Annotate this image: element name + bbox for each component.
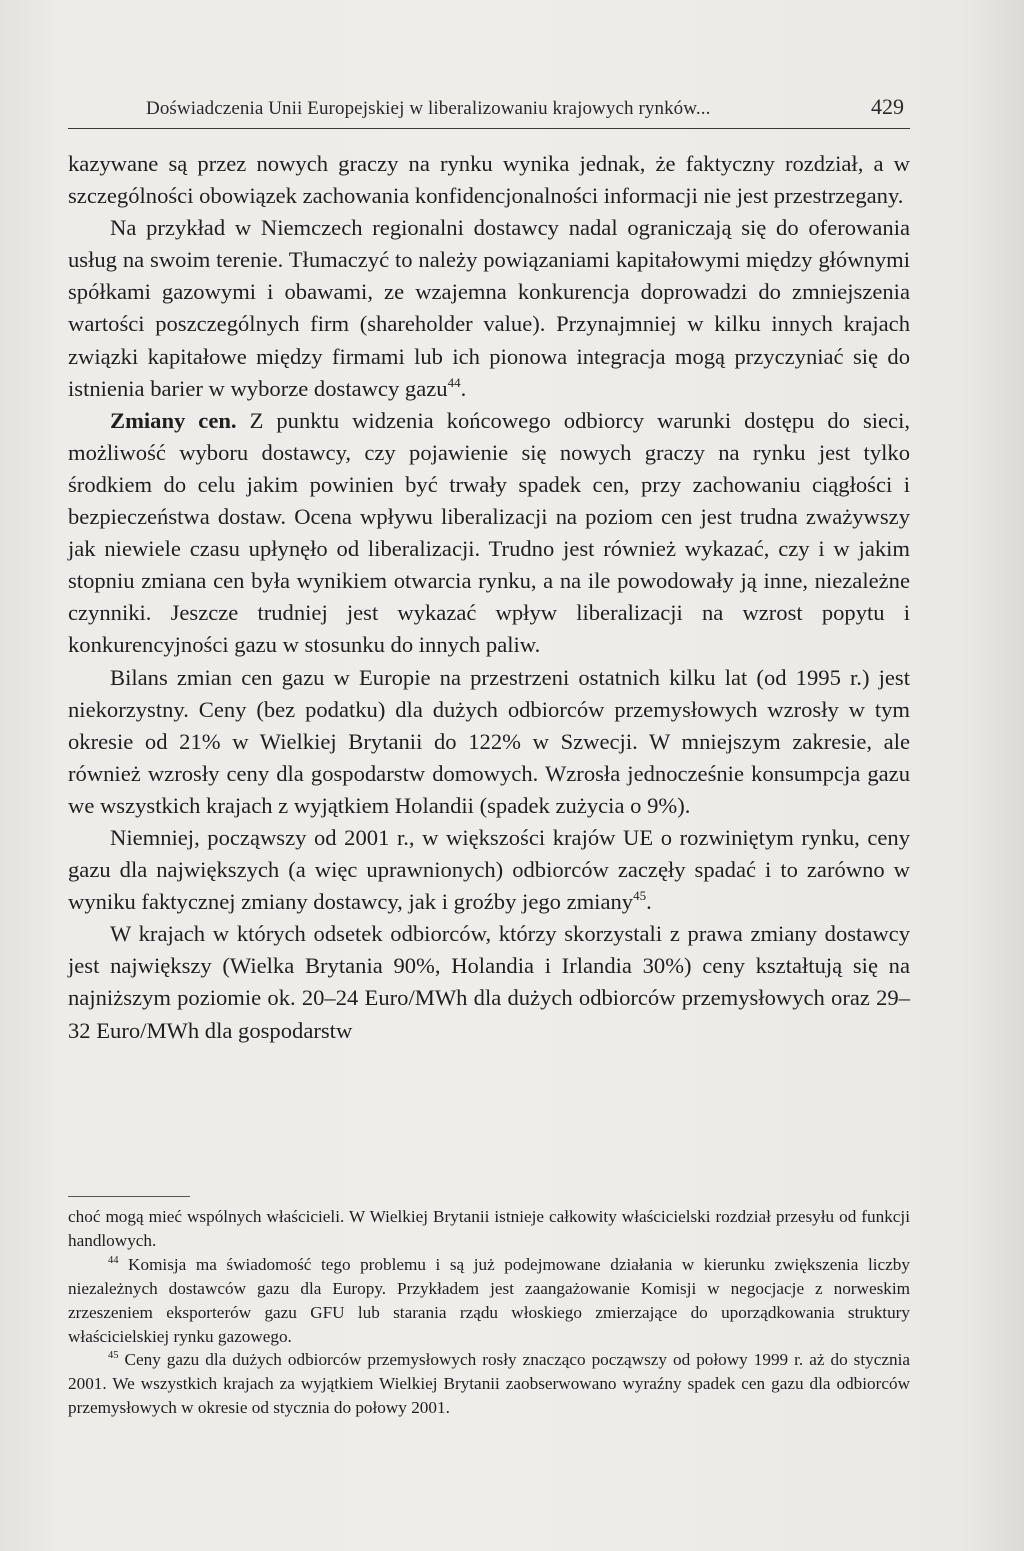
footnote-number: 44 <box>108 1254 119 1266</box>
page-header <box>68 92 910 129</box>
page-number: 429 <box>871 94 904 119</box>
footnote-ref-44[interactable]: 44 <box>447 374 461 390</box>
footnote-divider <box>68 1196 190 1197</box>
paragraph: W krajach w których odsetek odbiorców, którzy skorzystali z prawa zmiany dostawcy jest największy (Wielka Brytania 90%, Holandia i Irlandia 30%) ceny kształtują się na najniższym poziomie ok. 20–24 Euro/MWh dla dużych odbiorców przemysłowych oraz 29–32 Euro/MWh dla gospodarstw <box>68 921 910 1043</box>
paragraph-continued: kazywane są przez nowych graczy na rynku wynika jednak, że faktyczny rozdział, a w szczególności obowiązek zachowania konfidencjonalności informacji nie jest przestrzegany. <box>68 151 910 209</box>
paragraph: Bilans zmian cen gazu w Europie na przestrzeni ostatnich kilku lat (od 1995 r.) jest niekorzystny. Ceny (bez podatku) dla dużych odbiorców przemysłowych wzrosły w tym okresie od 21% w Wielkiej Brytanii do 122% w Szwecji. W mniejszym zakresie, ale również wzrosły ceny dla gospodarstw domowych. Wzrosła jednocześnie konsumpcja gazu we wszystkich krajach z wyjątkiem Holandii (spadek zużycia o 9%). <box>68 664 910 818</box>
running-title: Doświadczenia Unii Europejskiej w liberalizowaniu krajowych rynków... <box>146 98 711 119</box>
footnote-44: $^{44}$ Komisja ma świadomość tego problemu i są już podejmowane działania w kierunku zwiększenia liczby niezależnych dostawców gazu dla Europy. Przykładem jest zaangażowanie Komisji w negocjacje z norweskim zrzeszeniem eksporterów gazu GFU lub starania rządu włoskiego zmierzające do uporządkowania struktury właścicielskiej rynku gazowego. <box>68 1254 910 1346</box>
paragraph: Zmiany cen. Z punktu widzenia końcowego odbiorcy warunki dostępu do sieci, możliwość wyboru dostawcy, czy pojawienie się nowych graczy na rynku jest tylko środkiem do celu jakim powinien być trwały spadek cen, przy zachowaniu ciągłości i bezpieczeństwa dostaw. Ocena wpływu liberalizacji na poziom cen jest trudna zważywszy jak niewiele czasu upłynęło od liberalizacji. Trudno jest również wykazać, czy i w jakim stopniu zmiana cen była wynikiem otwarcia rynku, a na ile powodowały ją inne, niezależne czynniki. Jeszcze trudniej jest wykazać wpływ liberalizacji na wzrost popytu i konkurencyjności gazu w stosunku do innych paliw. <box>68 407 911 658</box>
section-run-in-heading: Zmiany cen. <box>110 407 237 433</box>
footnote-continued: choć mogą mieć wspólnych właścicieli. W Wielkiej Brytanii istnieje całkowity właścicielski rozdział przesyłu od funkcji handlowych. <box>68 1207 910 1250</box>
main-text <box>68 148 910 1047</box>
footnote-ref-45[interactable]: 45 <box>633 888 647 904</box>
footnotes <box>68 1205 910 1420</box>
footnote-number: 45 <box>108 1350 119 1362</box>
paragraph: Niemniej, począwszy od 2001 r., w większości krajów UE o rozwiniętym rynku, ceny gazu dla największych (a więc uprawnionych) odbiorców zaczęły spadać i to zarówno w wyniku faktycznej zmiany dostawcy, jak i groźby jego zmiany$^{45}$. <box>68 824 910 915</box>
footnote-45: $^{45}$ Ceny gazu dla dużych odbiorców przemysłowych rosły znacząco począwszy od połowy 1999 r. aż do stycznia 2001. We wszystkich krajach za wyjątkiem Wielkiej Brytanii zaobserwowano wyraźny spadek cen gazu dla odbiorców przemysłowych w okresie od stycznia do połowy 2001. <box>68 1350 910 1418</box>
paragraph: Na przykład w Niemczech regionalni dostawcy nadal ograniczają się do oferowania usług na swoim terenie. Tłumaczyć to należy powiązaniami kapitałowymi między głównymi spółkami gazowymi i obawami, ze wzajemna konkurencja doprowadzi do zmniejszenia wartości poszczególnych firm (shareholder value). Przynajmniej w kilku innych krajach związki kapitałowe między firmami lub ich pionowa integracja mogą przyczyniać się do istnienia barier w wyborze dostawcy gazu$^{44}$. <box>68 215 910 401</box>
